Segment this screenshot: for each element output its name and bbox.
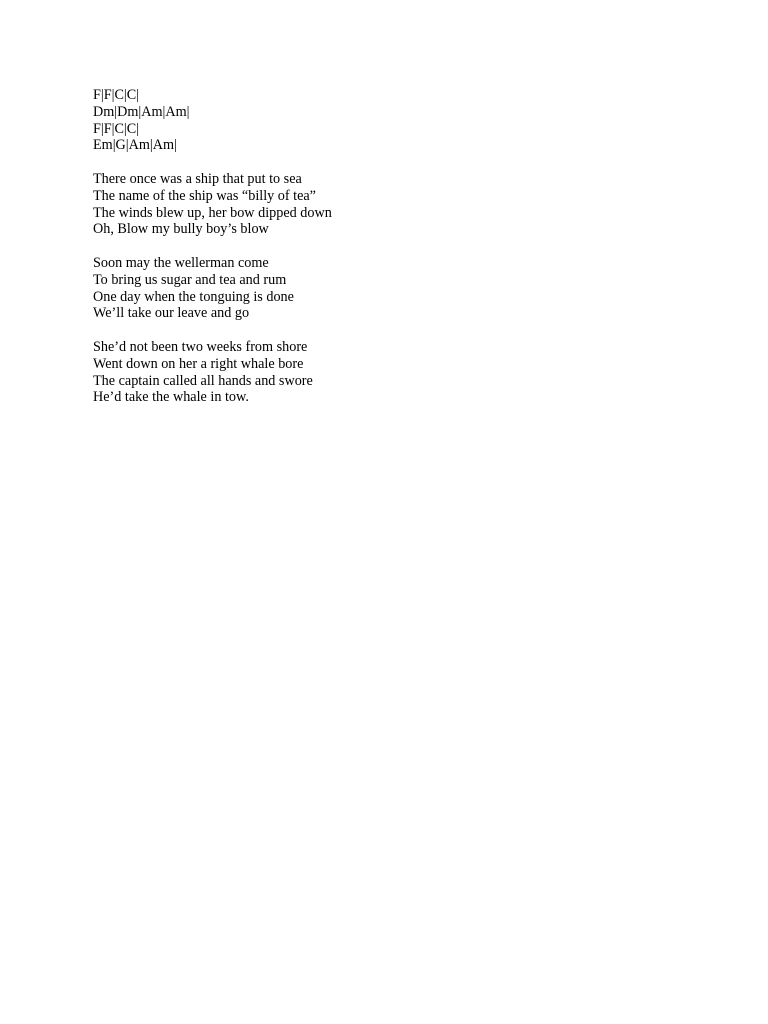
chord-line: Em|G|Am|Am|	[93, 137, 177, 154]
chord-line: F|F|C|C|	[93, 120, 140, 137]
chord-line: Dm|Dm|Am|Am|	[93, 103, 190, 120]
lyric-line: To bring us sugar and tea and rum	[93, 271, 287, 288]
lyric-line: The name of the ship was “billy of tea”	[93, 187, 316, 204]
lyric-line: One day when the tonguing is done	[93, 288, 294, 305]
verse-2	[93, 255, 332, 322]
verse-1	[93, 171, 332, 238]
chord-line: F|F|C|C|	[93, 87, 140, 103]
verse-3	[93, 339, 332, 406]
lyric-line: The captain called all hands and swore	[93, 372, 313, 389]
chord-progression	[93, 87, 332, 154]
lyric-line: Soon may the wellerman come	[93, 254, 269, 271]
lyric-line: We’ll take our leave and go	[93, 305, 250, 322]
lyric-line: She’d not been two weeks from shore	[93, 338, 308, 355]
lyric-line: Went down on her a right whale bore	[93, 355, 304, 372]
lyric-line: Oh, Blow my bully boy’s blow	[93, 221, 269, 238]
song-content	[93, 87, 332, 423]
lyric-line: There once was a ship that put to sea	[93, 170, 302, 187]
lyric-line: The winds blew up, her bow dipped down	[93, 204, 332, 221]
lyric-line: He’d take the whale in tow.	[93, 389, 249, 406]
